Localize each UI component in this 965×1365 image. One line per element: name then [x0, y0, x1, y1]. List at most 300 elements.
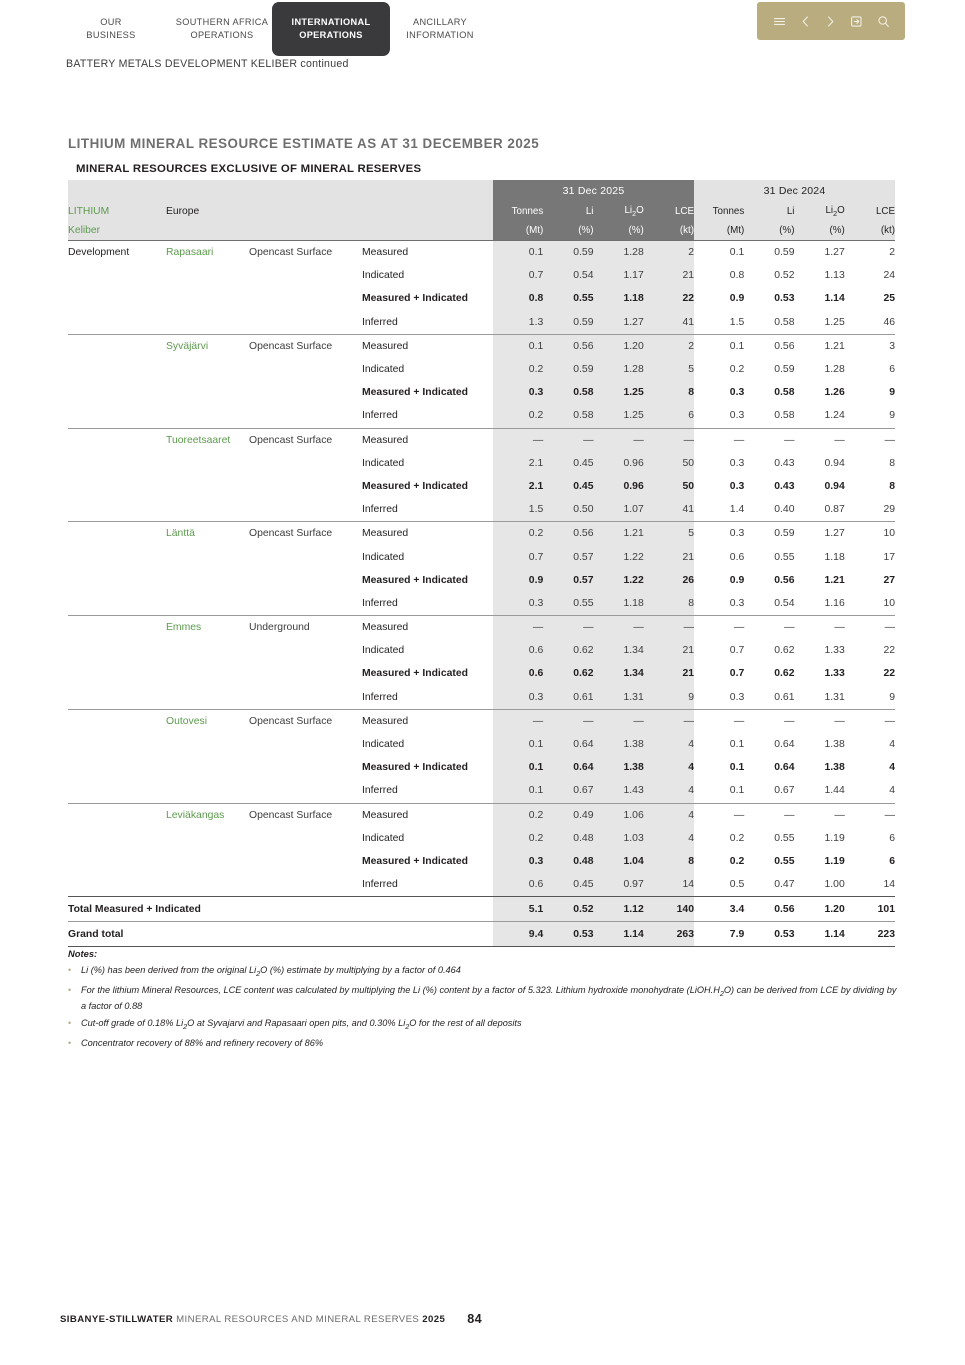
total-label: Grand total	[68, 922, 493, 947]
metric-2025-lce: LCE	[644, 202, 694, 221]
value-2025-tonnes: 0.1	[493, 779, 543, 803]
tab-ancillary-information-line1: ANCILLARY	[412, 17, 468, 27]
value-2025-lce: —	[644, 709, 694, 733]
table-row	[68, 827, 895, 850]
value-2025-lce: 8	[644, 592, 694, 616]
total-2024-li: 0.53	[744, 922, 794, 947]
unit-2025-tonnes: (Mt)	[493, 221, 543, 241]
footer-title: MINERAL RESOURCES AND MINERAL RESERVES	[173, 1314, 423, 1325]
value-2025-li: —	[543, 709, 593, 733]
value-2025-li2o: 1.25	[594, 404, 644, 428]
value-2025-li: 0.54	[543, 264, 593, 287]
total-2025-li2o: 1.12	[594, 897, 644, 922]
value-2024-lce: 17	[883, 551, 895, 563]
value-2024-li2o: 1.00	[824, 879, 845, 891]
value-2024-li2o: 0.94	[824, 457, 845, 469]
deposit-cell: Länttä	[166, 528, 195, 540]
classification-cell: Measured	[362, 809, 409, 821]
value-2024-tonnes: —	[733, 715, 745, 727]
deposit-cell: Rapasaari	[166, 247, 214, 259]
value-2025-lce: 26	[644, 569, 694, 592]
value-2025-li: 0.45	[543, 475, 593, 498]
value-2025-li: 0.48	[543, 827, 593, 850]
value-2025-tonnes: 0.2	[493, 522, 543, 546]
deposit-cell	[166, 686, 249, 710]
table-row	[68, 545, 895, 568]
prev-icon[interactable]	[800, 15, 811, 28]
sub-title: MINERAL RESOURCES EXCLUSIVE OF MINERAL RESERVES	[76, 163, 422, 175]
value-2024-li: 0.67	[744, 779, 794, 803]
value-2024-li: 0.54	[744, 592, 794, 616]
value-2024-tonnes: 0.3	[729, 457, 745, 469]
value-2024-tonnes: 0.1	[694, 779, 744, 803]
value-2024-lce: 4	[845, 779, 895, 803]
value-2025-tonnes: 0.2	[493, 358, 543, 381]
deposit-cell	[166, 662, 249, 685]
mining-method-cell: Opencast Surface	[249, 528, 333, 540]
value-2024-li2o: 1.21	[824, 340, 845, 352]
value-2025-li2o: 1.18	[594, 287, 644, 310]
category-cell	[68, 475, 166, 498]
value-2024-lce: 14	[883, 879, 895, 891]
value-2024-lce: 8	[889, 480, 895, 492]
category-cell	[68, 498, 166, 522]
category-cell	[68, 873, 166, 897]
search-icon[interactable]	[877, 15, 890, 28]
value-2025-tonnes: 0.3	[493, 592, 543, 616]
deposit-cell	[166, 311, 249, 335]
value-2024-lce: 24	[883, 270, 895, 282]
period-header-2025: 31 Dec 2025	[493, 180, 694, 202]
mining-method-cell	[249, 827, 362, 850]
deposit-cell	[166, 264, 249, 287]
value-2024-li: 0.58	[774, 387, 795, 399]
value-2024-li: 0.58	[744, 311, 794, 335]
next-icon[interactable]	[825, 15, 836, 28]
metric-2025-tonnes: Tonnes	[493, 202, 543, 221]
value-2025-li2o: 1.07	[594, 498, 644, 522]
notes-list	[68, 964, 898, 1050]
menu-icon[interactable]	[773, 15, 786, 28]
value-2025-li: 0.67	[543, 779, 593, 803]
value-2024-lce: 2	[889, 247, 895, 259]
mining-method-cell	[249, 592, 362, 616]
section-title: LITHIUM MINERAL RESOURCE ESTIMATE AS AT 31 DECEMBER 2025	[68, 136, 540, 151]
table-row	[68, 592, 895, 616]
value-2025-li: 0.49	[543, 803, 593, 827]
classification-cell: Measured	[362, 715, 409, 727]
value-2024-li2o: 1.26	[824, 387, 845, 399]
value-2024-li2o: 1.14	[824, 293, 845, 305]
value-2024-li: 0.59	[774, 364, 795, 376]
value-2024-li: 0.43	[774, 480, 795, 492]
total-row	[68, 922, 895, 947]
value-2024-li2o: —	[834, 434, 845, 446]
classification-cell: Measured	[362, 622, 409, 634]
classification-cell: Inferred	[362, 498, 493, 522]
metric-2025-li: Li	[543, 202, 593, 221]
category-cell	[68, 803, 166, 827]
metric-2024-tonnes: Tonnes	[694, 202, 744, 221]
value-2024-tonnes: 0.3	[694, 686, 744, 710]
value-2025-li2o: 0.96	[594, 475, 644, 498]
total-2024-li2o: 1.14	[795, 922, 845, 947]
value-2025-tonnes: 0.3	[493, 850, 543, 873]
mining-method-cell	[249, 404, 362, 428]
value-2025-tonnes: 0.2	[493, 404, 543, 428]
mining-method-cell: Opencast Surface	[249, 340, 333, 352]
value-2025-li2o: 1.38	[594, 756, 644, 779]
mining-method-cell: Opencast Surface	[249, 809, 333, 821]
category-cell	[68, 287, 166, 310]
unit-2024-li: (%)	[744, 221, 794, 241]
table-row	[68, 241, 895, 265]
value-2024-li: 0.52	[774, 270, 795, 282]
value-2025-tonnes: 0.1	[493, 334, 543, 358]
value-2025-lce: 8	[644, 850, 694, 873]
table-row	[68, 686, 895, 710]
tab-international-operations[interactable]	[272, 2, 390, 56]
value-2024-li2o: 1.27	[824, 528, 845, 540]
value-2024-lce: —	[884, 809, 895, 821]
classification-cell: Indicated	[362, 457, 405, 469]
note-text: Concentrator recovery of 88% and refinery recovery of 86%	[81, 1038, 324, 1049]
deposit-cell	[166, 639, 249, 662]
classification-cell: Indicated	[362, 645, 405, 657]
value-2025-li: 0.59	[543, 241, 593, 265]
total-2024-tonnes: 7.9	[694, 922, 744, 947]
value-2024-tonnes: 0.1	[729, 340, 745, 352]
deposit-cell	[166, 592, 249, 616]
value-2025-li2o: 1.25	[594, 381, 644, 404]
value-2025-tonnes: 1.3	[493, 311, 543, 335]
value-2025-tonnes: 0.1	[493, 756, 543, 779]
total-2024-li: 0.56	[744, 897, 794, 922]
value-2024-tonnes: 0.2	[729, 364, 745, 376]
mining-method-cell	[249, 358, 362, 381]
total-label: Total Measured + Indicated	[68, 897, 493, 922]
table-row	[68, 381, 895, 404]
commodity-label: LITHIUM	[68, 202, 166, 221]
value-2024-lce: 3	[889, 340, 895, 352]
value-2024-li: 0.64	[774, 762, 795, 774]
value-2025-li: 0.58	[543, 381, 593, 404]
table-row	[68, 850, 895, 873]
value-2024-li: —	[784, 715, 795, 727]
table-row	[68, 662, 895, 685]
value-2024-lce: 22	[883, 668, 895, 680]
deposit-cell	[166, 287, 249, 310]
value-2025-li2o: 1.31	[594, 686, 644, 710]
value-2025-lce: 4	[644, 779, 694, 803]
value-2024-tonnes: 0.3	[729, 480, 745, 492]
classification-cell: Measured + Indicated	[362, 762, 468, 774]
value-2025-lce: 2	[644, 241, 694, 265]
value-2024-tonnes: 0.7	[729, 645, 745, 657]
classification-cell: Measured + Indicated	[362, 480, 468, 492]
bullet-icon: •	[68, 1038, 72, 1049]
value-2024-li2o: 1.31	[795, 686, 845, 710]
table-row	[68, 522, 895, 546]
metric-2024-li2o: $Li_2O$	[795, 202, 845, 221]
category-cell: Development	[68, 247, 130, 259]
category-cell	[68, 639, 166, 662]
value-2024-li: 0.58	[744, 404, 794, 428]
deposit-cell	[166, 452, 249, 475]
category-cell	[68, 709, 166, 733]
value-2025-lce: 41	[644, 311, 694, 335]
value-2024-lce: 6	[889, 855, 895, 867]
classification-cell: Measured + Indicated	[362, 574, 468, 586]
tab-our-business-line1: OUR	[100, 17, 122, 27]
deposit-cell	[166, 779, 249, 803]
table-row	[68, 756, 895, 779]
mining-method-cell	[249, 686, 362, 710]
top-navigation	[0, 0, 965, 58]
value-2024-li2o: 1.25	[795, 311, 845, 335]
note-item	[68, 1017, 898, 1033]
unit-2025-lce: (kt)	[644, 221, 694, 241]
value-2025-tonnes: 0.1	[493, 733, 543, 756]
tab-our-business-line2: BUSINESS	[86, 30, 136, 40]
total-row	[68, 897, 895, 922]
total-2025-lce: 140	[644, 897, 694, 922]
value-2024-lce: —	[884, 622, 895, 634]
value-2025-lce: 4	[644, 827, 694, 850]
table-row	[68, 428, 895, 452]
classification-cell: Inferred	[362, 404, 493, 428]
category-cell	[68, 334, 166, 358]
deposit-cell	[166, 569, 249, 592]
value-2024-tonnes: 1.5	[694, 311, 744, 335]
deposit-cell	[166, 850, 249, 873]
classification-cell: Indicated	[362, 739, 405, 751]
value-2024-tonnes: 0.3	[694, 592, 744, 616]
value-2024-li2o: 1.38	[824, 739, 845, 751]
value-2024-li: 0.59	[774, 528, 795, 540]
value-2024-tonnes: 0.3	[729, 528, 745, 540]
table-row	[68, 616, 895, 640]
running-header: BATTERY METALS DEVELOPMENT KELIBER continued	[66, 58, 349, 70]
value-2025-lce: 21	[644, 545, 694, 568]
value-2025-li: 0.45	[543, 873, 593, 897]
value-2025-li: 0.64	[543, 733, 593, 756]
value-2024-lce: 22	[883, 645, 895, 657]
value-2025-lce: 4	[644, 803, 694, 827]
table-row	[68, 803, 895, 827]
value-2025-li: —	[543, 616, 593, 640]
value-2025-li2o: 1.38	[594, 733, 644, 756]
total-2025-li2o: 1.14	[594, 922, 644, 947]
value-2024-lce: —	[884, 715, 895, 727]
value-2024-lce: 4	[889, 762, 895, 774]
value-2024-li2o: —	[834, 622, 845, 634]
table-row	[68, 569, 895, 592]
tab-international-operations-line1: INTERNATIONAL	[291, 17, 371, 27]
value-2025-li: 0.45	[543, 452, 593, 475]
mining-method-cell: Opencast Surface	[249, 434, 333, 446]
value-2025-tonnes: —	[493, 428, 543, 452]
category-cell	[68, 452, 166, 475]
region-label: Europe	[166, 202, 493, 221]
value-2025-li: 0.57	[543, 569, 593, 592]
value-2024-tonnes: —	[733, 622, 745, 634]
total-2025-li: 0.53	[543, 922, 593, 947]
deposit-cell	[166, 756, 249, 779]
bullet-icon: •	[68, 965, 72, 975]
table-row	[68, 733, 895, 756]
table-row	[68, 287, 895, 310]
tab-our-business[interactable]	[72, 2, 150, 56]
value-2024-tonnes: 0.1	[729, 762, 745, 774]
value-2025-li: 0.55	[543, 287, 593, 310]
value-2025-lce: 41	[644, 498, 694, 522]
table-row	[68, 873, 895, 897]
deposit-cell	[166, 733, 249, 756]
value-2025-tonnes: 0.6	[493, 639, 543, 662]
value-2024-li2o: 1.28	[824, 364, 845, 376]
table-head	[68, 180, 895, 241]
metric-header-row	[68, 202, 895, 221]
value-2024-li2o: 0.94	[824, 480, 845, 492]
mining-method-cell	[249, 779, 362, 803]
unit-2025-li2o: (%)	[594, 221, 644, 241]
value-2024-tonnes: 0.7	[729, 668, 745, 680]
header-spacer	[68, 180, 493, 202]
value-2024-tonnes: 0.9	[729, 574, 745, 586]
value-2024-lce: 9	[889, 387, 895, 399]
value-2024-lce: 29	[845, 498, 895, 522]
category-cell	[68, 569, 166, 592]
value-2024-tonnes: 0.2	[729, 855, 745, 867]
resource-table-container	[68, 180, 894, 947]
value-2025-tonnes: 0.6	[493, 662, 543, 685]
category-cell	[68, 358, 166, 381]
value-2025-lce: 5	[644, 358, 694, 381]
note-item	[68, 984, 898, 1013]
value-2024-tonnes: 1.4	[694, 498, 744, 522]
table-row	[68, 498, 895, 522]
value-2025-li: —	[543, 428, 593, 452]
table-row	[68, 639, 895, 662]
category-cell	[68, 779, 166, 803]
metric-2025-li2o: $Li_2O$	[594, 202, 644, 221]
classification-cell: Inferred	[362, 879, 398, 891]
table-row	[68, 311, 895, 335]
metric-2024-li: Li	[744, 202, 794, 221]
total-2025-tonnes: 5.1	[493, 897, 543, 922]
value-2024-tonnes: 0.9	[729, 293, 745, 305]
deposit-cell	[166, 404, 249, 428]
value-2024-lce: 9	[845, 686, 895, 710]
value-2025-tonnes: 0.7	[493, 264, 543, 287]
value-2025-tonnes: 2.1	[493, 475, 543, 498]
table-row	[68, 779, 895, 803]
operation-label: Keliber	[68, 221, 166, 241]
value-2025-li2o: —	[594, 709, 644, 733]
value-2024-li2o: —	[834, 715, 845, 727]
exit-icon[interactable]	[850, 15, 863, 28]
bullet-icon: •	[68, 985, 72, 996]
value-2024-tonnes: 0.2	[729, 832, 745, 844]
value-2024-tonnes: 0.8	[729, 270, 745, 282]
value-2025-tonnes: 0.3	[493, 686, 543, 710]
classification-cell: Inferred	[362, 686, 493, 710]
unit-header-row	[68, 221, 895, 241]
mining-method-cell	[249, 873, 362, 897]
value-2025-li2o: 1.03	[594, 827, 644, 850]
table-row	[68, 452, 895, 475]
unit-spacer	[166, 221, 493, 241]
table-body	[68, 241, 895, 947]
value-2025-tonnes: —	[493, 709, 543, 733]
total-2024-lce: 101	[845, 897, 895, 922]
mining-method-cell	[249, 264, 362, 287]
notes-heading: Notes:	[68, 948, 98, 959]
category-cell	[68, 733, 166, 756]
classification-cell: Indicated	[362, 551, 405, 563]
deposit-cell: Emmes	[166, 622, 202, 634]
category-cell	[68, 404, 166, 428]
mining-method-cell: Underground	[249, 622, 310, 634]
value-2025-li2o: 0.97	[594, 873, 644, 897]
value-2024-tonnes: 0.5	[729, 879, 745, 891]
mining-method-cell	[249, 311, 362, 335]
value-2024-li: 0.43	[774, 457, 795, 469]
value-2025-li: 0.59	[543, 311, 593, 335]
value-2025-lce: —	[644, 616, 694, 640]
value-2025-tonnes: 0.6	[493, 873, 543, 897]
tab-ancillary-information[interactable]	[392, 2, 488, 56]
value-2024-tonnes: 0.3	[729, 387, 745, 399]
period-header-row	[68, 180, 895, 202]
table-row	[68, 404, 895, 428]
value-2025-li: 0.56	[543, 522, 593, 546]
value-2025-lce: 5	[644, 522, 694, 546]
value-2024-li2o: 1.21	[824, 574, 845, 586]
value-2025-lce: 8	[644, 381, 694, 404]
value-2024-lce: 9	[845, 404, 895, 428]
note-item	[68, 964, 898, 980]
value-2024-li2o: 1.33	[824, 645, 845, 657]
value-2024-lce: 46	[845, 311, 895, 335]
tab-southern-africa-operations[interactable]	[166, 2, 278, 56]
category-cell	[68, 827, 166, 850]
table-row	[68, 475, 895, 498]
note-text: Cut-off grade of 0.18% $Li_2O$ at Syvajarvi and Rapasaari open pits, and 0.30% $Li_2O$ for the rest of all deposits	[81, 1017, 522, 1031]
footer-year: 2025	[422, 1314, 446, 1325]
value-2024-li: 0.62	[774, 668, 795, 680]
value-2024-li: 0.56	[774, 340, 795, 352]
mining-method-cell: Opencast Surface	[249, 247, 333, 259]
value-2025-tonnes: 1.5	[493, 498, 543, 522]
period-header-2024: 31 Dec 2024	[694, 180, 895, 202]
mining-method-cell: Opencast Surface	[249, 715, 333, 727]
value-2024-li2o: 1.38	[824, 762, 845, 774]
value-2024-li2o: 1.44	[795, 779, 845, 803]
mining-method-cell	[249, 545, 362, 568]
table-row	[68, 358, 895, 381]
value-2025-li: 0.50	[543, 498, 593, 522]
value-2025-li: 0.56	[543, 334, 593, 358]
tab-ancillary-information-line2: INFORMATION	[406, 30, 474, 40]
value-2024-lce: 4	[889, 739, 895, 751]
value-2024-tonnes: 0.1	[729, 739, 745, 751]
value-2025-lce: 50	[644, 452, 694, 475]
classification-cell: Indicated	[362, 270, 405, 282]
category-cell	[68, 381, 166, 404]
deposit-cell: Syväjärvi	[166, 340, 209, 352]
